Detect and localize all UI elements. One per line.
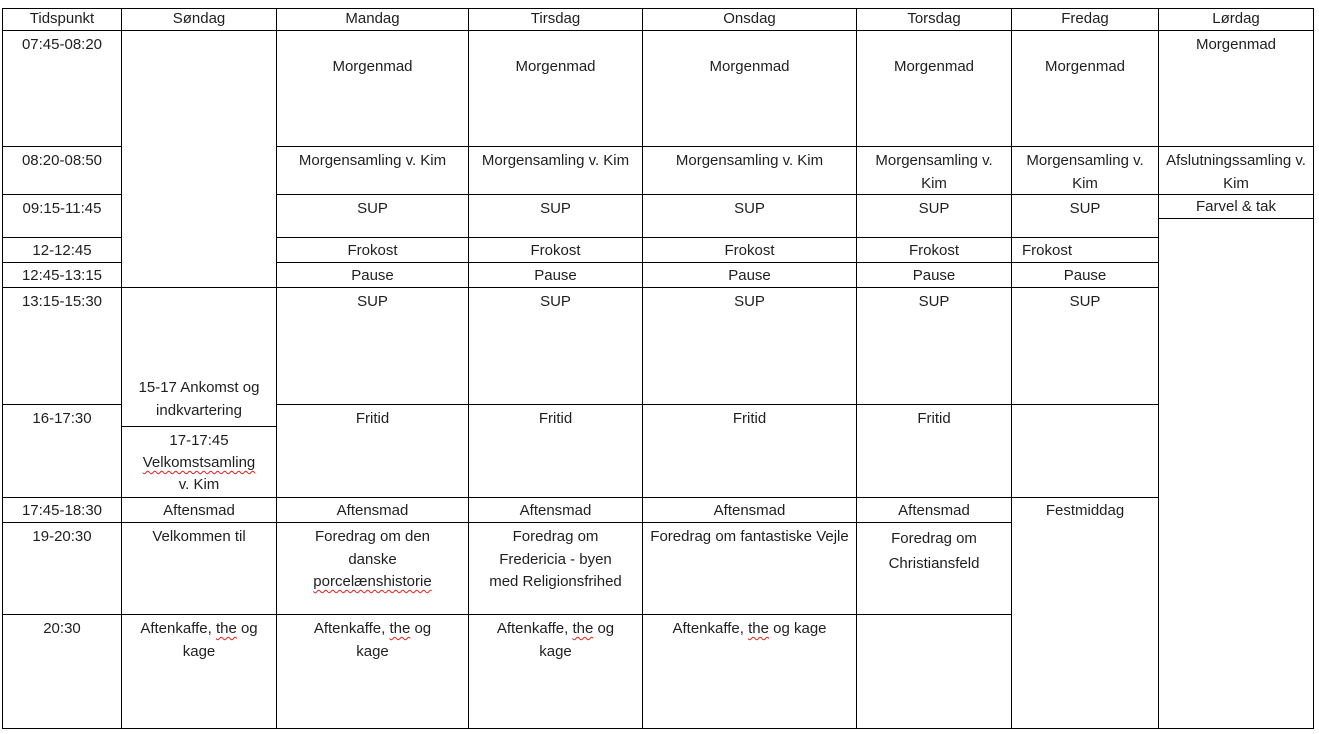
sup-text: SUP <box>540 293 571 310</box>
pause-text: Pause <box>351 267 394 284</box>
morning-meeting-text: Morgensamling v. Kim <box>675 152 824 169</box>
tuesday-sup-cell <box>468 194 643 238</box>
sunday-arrival-cell <box>121 287 277 427</box>
lecture-text: Foredrag om fantastiske Vejle <box>650 528 849 545</box>
sup-text: SUP <box>918 293 950 310</box>
wednesday-morning-cell <box>642 146 857 195</box>
friday-sup-cell <box>1011 194 1159 238</box>
sunday-evening-cell <box>121 522 277 615</box>
tuesday-free-cell <box>468 404 643 498</box>
sup-text: SUP <box>734 200 765 217</box>
free-time-text: Fritid <box>917 410 951 427</box>
time-cell <box>2 614 122 729</box>
monday-dinner-cell <box>276 497 469 523</box>
header-sunday <box>121 8 277 31</box>
lunch-text: Frokost <box>1022 242 1073 259</box>
time-label: 09:15-11:45 <box>22 200 102 217</box>
saturday-closing-cell <box>1158 146 1314 195</box>
morning-meeting-text: Morgensamling v. Kim <box>298 152 447 169</box>
time-cell <box>2 522 122 615</box>
welcome-host-text: v. Kim <box>178 476 220 493</box>
saturday-farewell-cell <box>1158 194 1314 219</box>
tuesday-pause-cell <box>468 262 643 288</box>
friday-pause-cell <box>1011 262 1159 288</box>
friday-lunch-cell <box>1011 237 1159 263</box>
morning-meeting-text: Morgensamling v. Kim <box>875 152 993 192</box>
lunch-text: Frokost <box>908 242 959 259</box>
saturday-breakfast-cell <box>1158 30 1314 147</box>
sunday-dinner-cell <box>121 497 277 523</box>
time-label: 12-12:45 <box>32 242 92 259</box>
lunch-text: Frokost <box>724 242 775 259</box>
wednesday-free-cell <box>642 404 857 498</box>
time-cell <box>2 30 122 147</box>
breakfast-text: Morgenmad <box>332 58 413 75</box>
wednesday-pause-cell <box>642 262 857 288</box>
sup-text: SUP <box>1069 200 1101 217</box>
dinner-text: Aftensmad <box>163 502 235 519</box>
header-monday-label: Mandag <box>345 10 400 27</box>
time-cell <box>2 194 122 238</box>
dinner-text: Aftensmad <box>519 502 592 519</box>
wednesday-sup-afternoon-cell <box>642 287 857 405</box>
pause-text: Pause <box>534 267 577 284</box>
coffee-rest-text: og kage <box>539 620 615 660</box>
free-time-text: Fritid <box>538 410 573 427</box>
closing-meeting-text: Afslutningssamling v. Kim <box>1166 152 1306 192</box>
coffee-the-text: the <box>215 620 237 637</box>
header-wednesday <box>642 8 857 31</box>
thursday-lecture-cell <box>856 522 1012 615</box>
thursday-empty-cell <box>856 614 1012 729</box>
coffee-text: Aftenkaffe, <box>140 620 216 637</box>
time-cell <box>2 404 122 498</box>
farewell-text: Farvel & tak <box>1195 198 1277 215</box>
lunch-text: Frokost <box>347 242 398 259</box>
thursday-pause-cell <box>856 262 1012 288</box>
coffee-the-text: the <box>389 620 411 637</box>
thursday-breakfast-cell <box>856 30 1012 147</box>
saturday-empty-cell <box>1158 218 1314 729</box>
monday-lunch-cell <box>276 237 469 263</box>
tuesday-lecture-cell <box>468 522 643 615</box>
tuesday-morning-cell <box>468 146 643 195</box>
wednesday-dinner-cell <box>642 497 857 523</box>
coffee-rest-text: og kage <box>182 620 258 660</box>
monday-coffee-cell <box>276 614 469 729</box>
morning-meeting-text: Morgensamling v. Kim <box>481 152 630 169</box>
tuesday-coffee-cell <box>468 614 643 729</box>
time-label: 13:15-15:30 <box>21 293 103 310</box>
wednesday-lunch-cell <box>642 237 857 263</box>
sup-text: SUP <box>918 200 950 217</box>
header-wednesday-label: Onsdag <box>723 10 776 27</box>
header-time <box>2 8 122 31</box>
sup-text: SUP <box>734 293 765 310</box>
monday-sup-afternoon-cell <box>276 287 469 405</box>
morning-meeting-text: Morgensamling v. Kim <box>1026 152 1144 192</box>
header-friday-label: Fredag <box>1061 10 1109 27</box>
coffee-the-text: the <box>748 620 769 637</box>
time-label: 20:30 <box>43 620 81 637</box>
tuesday-sup-afternoon-cell <box>468 287 643 405</box>
pause-text: Pause <box>912 267 956 284</box>
thursday-sup-afternoon-cell <box>856 287 1012 405</box>
monday-morning-cell <box>276 146 469 195</box>
friday-sup-afternoon-cell <box>1011 287 1159 405</box>
evening-text: Velkommen til <box>152 528 246 545</box>
lecture-text: Foredrag om den danske <box>314 528 431 568</box>
monday-sup-cell <box>276 194 469 238</box>
coffee-text: Aftenkaffe, <box>672 620 749 637</box>
thursday-sup-cell <box>856 194 1012 238</box>
tuesday-lunch-cell <box>468 237 643 263</box>
tuesday-dinner-cell <box>468 497 643 523</box>
header-friday <box>1011 8 1159 31</box>
thursday-free-cell <box>856 404 1012 498</box>
tuesday-breakfast-cell <box>468 30 643 147</box>
breakfast-text: Morgenmad <box>515 58 596 75</box>
time-label: 12:45-13:15 <box>21 267 103 284</box>
header-thursday <box>856 8 1012 31</box>
header-thursday-label: Torsdag <box>907 10 961 27</box>
dinner-text: Aftensmad <box>336 502 409 519</box>
sup-text: SUP <box>540 200 571 217</box>
lunch-text: Frokost <box>530 242 581 259</box>
time-cell <box>2 237 122 263</box>
free-time-text: Fritid <box>732 410 767 427</box>
arrival-text: 15-17 Ankomst og indkvartering <box>138 379 260 419</box>
lecture-text: Foredrag om Fredericia - byen med Religionsfrihed <box>489 528 622 590</box>
time-label: 08:20-08:50 <box>21 152 103 169</box>
header-time-label: Tidspunkt <box>29 10 95 27</box>
header-saturday-label: Lørdag <box>1212 10 1260 27</box>
time-cell <box>2 262 122 288</box>
header-tuesday <box>468 8 643 31</box>
time-cell <box>2 287 122 405</box>
breakfast-text: Morgenmad <box>1044 58 1126 75</box>
monday-breakfast-cell <box>276 30 469 147</box>
lecture-text: Foredrag om Christiansfeld <box>888 530 980 572</box>
party-dinner-text: Festmiddag <box>1045 502 1125 519</box>
wednesday-lecture-cell <box>642 522 857 615</box>
sunday-coffee-cell <box>121 614 277 729</box>
lecture-topic-text: porcelænshistorie <box>313 573 432 590</box>
header-tuesday-label: Tirsdag <box>530 10 581 27</box>
dinner-text: Aftensmad <box>898 502 970 519</box>
wednesday-breakfast-cell <box>642 30 857 147</box>
time-label: 19-20:30 <box>32 528 92 545</box>
sunday-empty-cell <box>121 30 277 288</box>
coffee-text: Aftenkaffe, <box>313 620 390 637</box>
pause-text: Pause <box>1063 267 1107 284</box>
dinner-text: Aftensmad <box>713 502 786 519</box>
free-time-text: Fritid <box>355 410 390 427</box>
coffee-rest-text: og kage <box>356 620 432 660</box>
header-sunday-label: Søndag <box>172 10 226 27</box>
time-label: 17:45-18:30 <box>21 502 103 519</box>
coffee-text: Aftenkaffe, <box>496 620 573 637</box>
friday-party-cell <box>1011 497 1159 729</box>
friday-empty-cell <box>1011 404 1159 498</box>
breakfast-text: Morgenmad <box>893 58 975 75</box>
thursday-lunch-cell <box>856 237 1012 263</box>
monday-free-cell <box>276 404 469 498</box>
header-saturday <box>1158 8 1314 31</box>
monday-pause-cell <box>276 262 469 288</box>
welcome-title-text: Velkomstsamling <box>142 454 256 471</box>
monday-lecture-cell <box>276 522 469 615</box>
welcome-time-text: 17-17:45 <box>169 432 229 449</box>
wednesday-sup-cell <box>642 194 857 238</box>
thursday-morning-cell <box>856 146 1012 195</box>
pause-text: Pause <box>728 267 771 284</box>
friday-breakfast-cell <box>1011 30 1159 147</box>
header-monday <box>276 8 469 31</box>
coffee-the-text: the <box>572 620 594 637</box>
wednesday-coffee-cell <box>642 614 857 729</box>
breakfast-text: Morgenmad <box>709 58 790 75</box>
sup-text: SUP <box>357 293 388 310</box>
time-cell <box>2 497 122 523</box>
time-label: 07:45-08:20 <box>21 36 103 53</box>
sup-text: SUP <box>1069 293 1101 310</box>
sup-text: SUP <box>357 200 388 217</box>
time-cell <box>2 146 122 195</box>
thursday-dinner-cell <box>856 497 1012 523</box>
friday-morning-cell <box>1011 146 1159 195</box>
sunday-welcome-cell <box>121 426 277 498</box>
coffee-rest-text: og kage <box>768 620 827 637</box>
time-label: 16-17:30 <box>32 410 92 427</box>
breakfast-text: Morgenmad <box>1195 36 1277 53</box>
